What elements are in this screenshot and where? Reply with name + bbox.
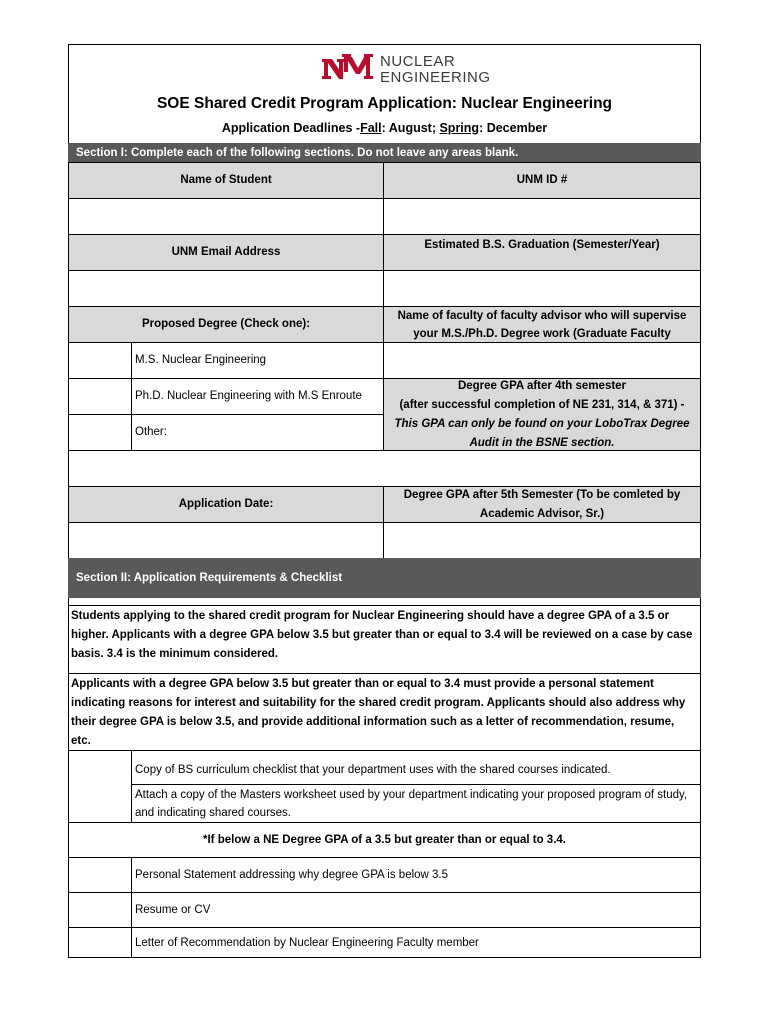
- logo-line2: ENGINEERING: [380, 69, 491, 86]
- gpa-5th-input[interactable]: [383, 522, 701, 559]
- section1-header: Section I: Complete each of the following sections. Do not leave any areas blank.: [68, 143, 701, 162]
- conditional-checkbox-1[interactable]: [68, 857, 132, 893]
- option-other: Other:: [131, 414, 384, 451]
- unm-logo: [322, 54, 502, 90]
- gpa-5th-label: Degree GPA after 5th Semester (To be comleted by Academic Advisor, Sr.): [383, 486, 701, 523]
- deadline-fall-label: Fall: [360, 121, 382, 135]
- application-date-input[interactable]: [68, 522, 384, 559]
- conditional-note: *If below a NE Degree GPA of a 3.5 but greater than or equal to 3.4.: [68, 822, 701, 858]
- email-input[interactable]: [68, 270, 384, 307]
- email-label: UNM Email Address: [68, 234, 384, 271]
- phd-checkbox[interactable]: [68, 378, 132, 415]
- other-degree-input[interactable]: [68, 450, 701, 487]
- other-checkbox[interactable]: [68, 414, 132, 451]
- deadlines-prefix: Application Deadlines -: [221, 121, 361, 135]
- option-ms: M.S. Nuclear Engineering: [131, 342, 384, 379]
- section2-header: Section II: Application Requirements & Checklist: [68, 558, 701, 598]
- application-deadlines: [68, 121, 701, 135]
- logo-line1: NUCLEAR: [380, 53, 456, 70]
- eligibility-paragraph: Students applying to the shared credit program for Nuclear Engineering should have a degree GPA of a 3.5 or higher. Applicants with a degree GPA below 3.5 but greater than or equal to 3.4 will be reviewed on a case by case basis. 3.4 is the minimum considered.: [68, 605, 701, 665]
- unm-logo-mark-icon: [322, 54, 376, 84]
- option-phd: Ph.D. Nuclear Engineering with M.S Enroute: [131, 378, 384, 415]
- deadline-fall-value: : August;: [381, 121, 440, 135]
- conditional-checkbox-2[interactable]: [68, 892, 132, 928]
- conditional-item-2: Resume or CV: [131, 892, 701, 928]
- deadline-spring-label: Spring: [439, 121, 480, 135]
- graduation-label: Estimated B.S. Graduation (Semester/Year): [383, 234, 701, 271]
- logo-text: [380, 54, 491, 86]
- gpa-4th-title: Degree GPA after 4th semester: [457, 379, 627, 392]
- advisor-input[interactable]: [383, 342, 701, 379]
- checklist-item-1: Copy of BS curriculum checklist that your department uses with the shared courses indicated.: [131, 750, 701, 785]
- unm-id-input[interactable]: [383, 198, 701, 235]
- gpa-4th-italic-note: This GPA can only be found on your LoboTrax Degree Audit in the BSNE section.: [394, 417, 690, 449]
- graduation-input[interactable]: [383, 270, 701, 307]
- conditional-item-1: Personal Statement addressing why degree GPA is below 3.5: [131, 857, 701, 893]
- application-date-label: Application Date:: [68, 486, 384, 523]
- conditional-checkbox-3[interactable]: [68, 927, 132, 958]
- conditional-item-3: Letter of Recommendation by Nuclear Engineering Faculty member: [131, 927, 701, 958]
- advisor-label: Name of faculty of faculty advisor who will supervise your M.S./Ph.D. Degree work (Graduate Faculty: [383, 306, 701, 343]
- ms-checkbox[interactable]: [68, 342, 132, 379]
- page-title: SOE Shared Credit Program Application: Nuclear Engineering: [156, 95, 613, 112]
- checklist-checkbox-1[interactable]: [68, 750, 132, 823]
- student-name-label: Name of Student: [68, 162, 384, 199]
- gpa-4th-note: (after successful completion of NE 231, 314, & 371) -: [399, 398, 685, 411]
- student-name-input[interactable]: [68, 198, 384, 235]
- deadline-spring-value: : December: [479, 121, 548, 135]
- statement-paragraph: Applicants with a degree GPA below 3.5 but greater than or equal to 3.4 must provide a personal statement indicating reasons for interest and suitability for the shared credit program. Applicants should also address why their degree GPA is below 3.5, and provide additional information such as a letter of recommendation, resume, etc.: [68, 673, 701, 751]
- gpa-4th-label: [383, 378, 701, 451]
- unm-id-label: UNM ID #: [383, 162, 701, 199]
- checklist-item-2: Attach a copy of the Masters worksheet used by your department indicating your proposed program of study, and indicating shared courses.: [131, 784, 701, 823]
- proposed-degree-label: Proposed Degree (Check one):: [68, 306, 384, 343]
